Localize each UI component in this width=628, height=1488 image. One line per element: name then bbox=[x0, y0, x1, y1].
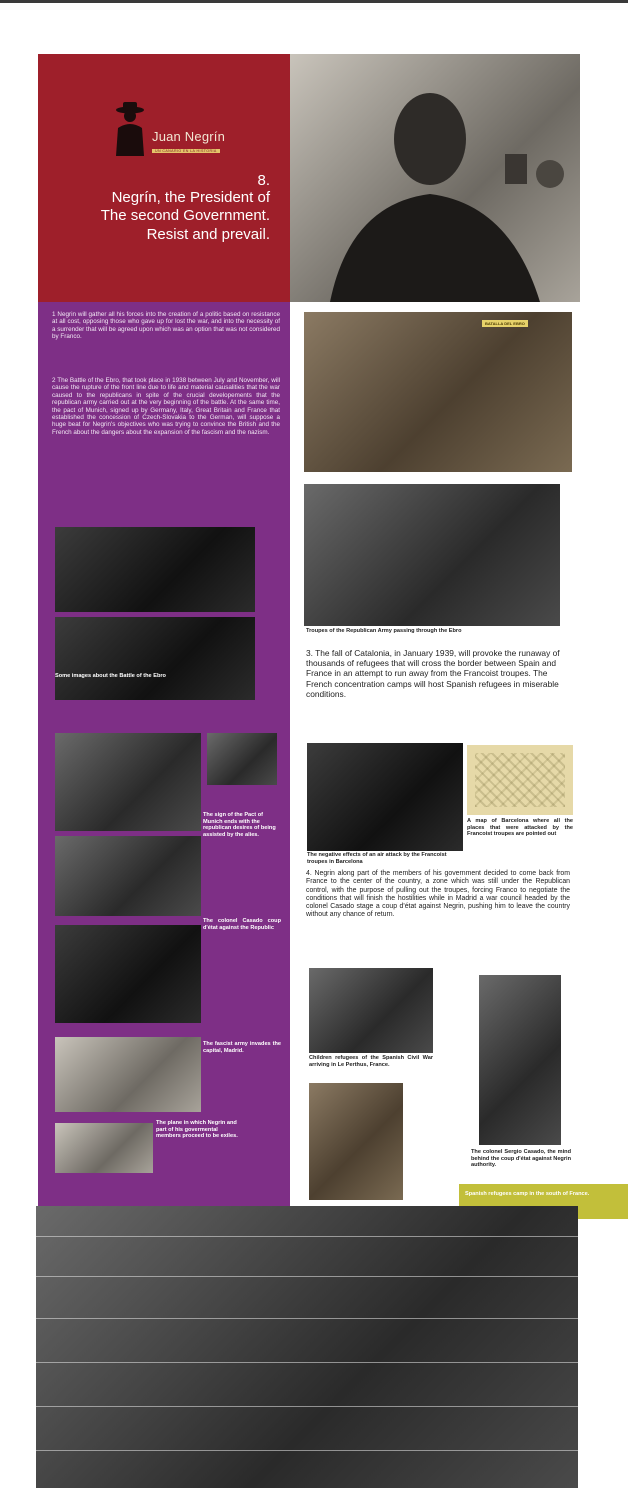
barbed-wire-line bbox=[36, 1318, 578, 1319]
title-line-3: Resist and prevail. bbox=[146, 226, 270, 243]
speaker-figure-icon bbox=[290, 54, 580, 302]
plane-caption: The plane in which Negrin and part of his govermental members proceed to be exiles. bbox=[156, 1120, 238, 1140]
barbed-wire-line bbox=[36, 1406, 578, 1407]
paragraph-1: 1 Negrin will gather all his forces into the creation of a politic based on resistance at all cost, opposing those who gave up for lost the war, and into the necessity of a surrender that will be agreed upon which was an option that was not considered by Franco. bbox=[52, 311, 280, 341]
paragraph-2: 2 The Battle of the Ebro, that took place in 1938 between July and November, will cause the rupture of the front line due to life and material causalities that the war caused to the republicans in spite of the crucial developements that the republican army carried out at the very beginning of the battle. At the same time, the pact of Munich, signed up by Germany, Italy, Great Britain and France that established the concession of Czech-Slovakia to the German, will suppose a huge beat for Negrin's objectives who was trying to convince the British and the French about the dangers about the expansion of the fascism and the nazism. bbox=[52, 377, 280, 436]
fascist-army-caption: The fascist army invades the capital, Madrid. bbox=[203, 1041, 281, 1054]
air-attack-caption: The negative effects of an air attack by the Francoist troupes in Barcelona bbox=[307, 852, 447, 865]
section-number: 8. bbox=[257, 172, 270, 189]
refugee-camp-group-photo bbox=[309, 1083, 403, 1200]
munich-caption: The sign of the Pact of Munich ends with the republican desires of being assisted by the alies. bbox=[203, 812, 276, 838]
munich-handshake-photo bbox=[55, 733, 201, 831]
battle-ebro-photo-1 bbox=[55, 527, 255, 612]
casado-coup-photo bbox=[55, 925, 201, 1023]
barbed-wire-line bbox=[36, 1236, 578, 1237]
batalla-ebro-town-photo bbox=[304, 312, 572, 472]
barbed-wire-line bbox=[36, 1450, 578, 1451]
republican-army-caption: Troupes of the Republican Army passing through the Ebro bbox=[306, 628, 462, 634]
barcelona-map-caption: A map of Barcelona where all the places that were attacked by the Francoist troupes are pointed out bbox=[467, 818, 573, 838]
fascist-army-photo bbox=[55, 1037, 201, 1112]
negrin-portrait-photo bbox=[290, 54, 580, 302]
barcelona-map bbox=[467, 745, 573, 815]
children-refugees-caption: Children refugees of the Spanish Civil War arriving in Le Perthus, France. bbox=[309, 1055, 433, 1068]
sergio-casado-portrait bbox=[479, 975, 561, 1145]
paragraph-4: 4. Negrin along part of the members of his government decided to come back from France to the center of the country, a zone which was still under the Republican control, with the purpose of pulling out the troupes, forcing Franco to negotiate the conditions that will finish the hostilities while in Madrid a war council headed by the colonel Casado stage a coup d'état against Negrin, pushing him to leave the country without any chance of return. bbox=[306, 870, 570, 919]
silhouette-logo-icon bbox=[110, 100, 150, 156]
barbed-wire-line bbox=[36, 1362, 578, 1363]
battle-ebro-photo-2 bbox=[55, 617, 255, 700]
paragraph-3: 3. The fall of Catalonia, in January 1939, will provoke the runaway of thousands of refugees that will cross the border between Spain and France in an attempt to run away from the Francoist troupes. The French concentration camps will host Spanish refugees in miserable conditions. bbox=[306, 648, 560, 699]
children-refugees-photo bbox=[309, 968, 433, 1053]
title-line-2: The second Government. bbox=[100, 207, 270, 224]
battle-ebro-caption: Some images about the Battle of the Ebro bbox=[55, 673, 166, 679]
brand-name: Juan Negrín bbox=[152, 129, 226, 144]
batalla-ebro-tag: BATALLA DEL EBRO bbox=[482, 320, 528, 327]
barbed-wire-line bbox=[36, 1276, 578, 1277]
exile-plane-photo bbox=[55, 1123, 153, 1173]
munich-signing-photo bbox=[207, 733, 277, 785]
brand-tagline: UN CANARIO EN LA HISTORIA bbox=[152, 149, 220, 153]
casado-coup-caption: The colonel Casado coup d'état against the Republic bbox=[203, 918, 281, 931]
refugee-camp-barbed-wire-photo bbox=[36, 1206, 578, 1488]
air-attack-photo bbox=[307, 743, 463, 851]
ebro-crossing-photo bbox=[304, 484, 560, 626]
top-border bbox=[0, 0, 628, 3]
refugee-camp-caption: Spanish refugees camp in the south of France. bbox=[465, 1191, 590, 1197]
title-line-1: Negrín, the President of bbox=[111, 189, 270, 206]
munich-leaders-photo bbox=[55, 836, 201, 916]
sergio-casado-caption: The colonel Sergio Casado, the mind behind the coup d'état against Negrin authority. bbox=[471, 1149, 571, 1169]
